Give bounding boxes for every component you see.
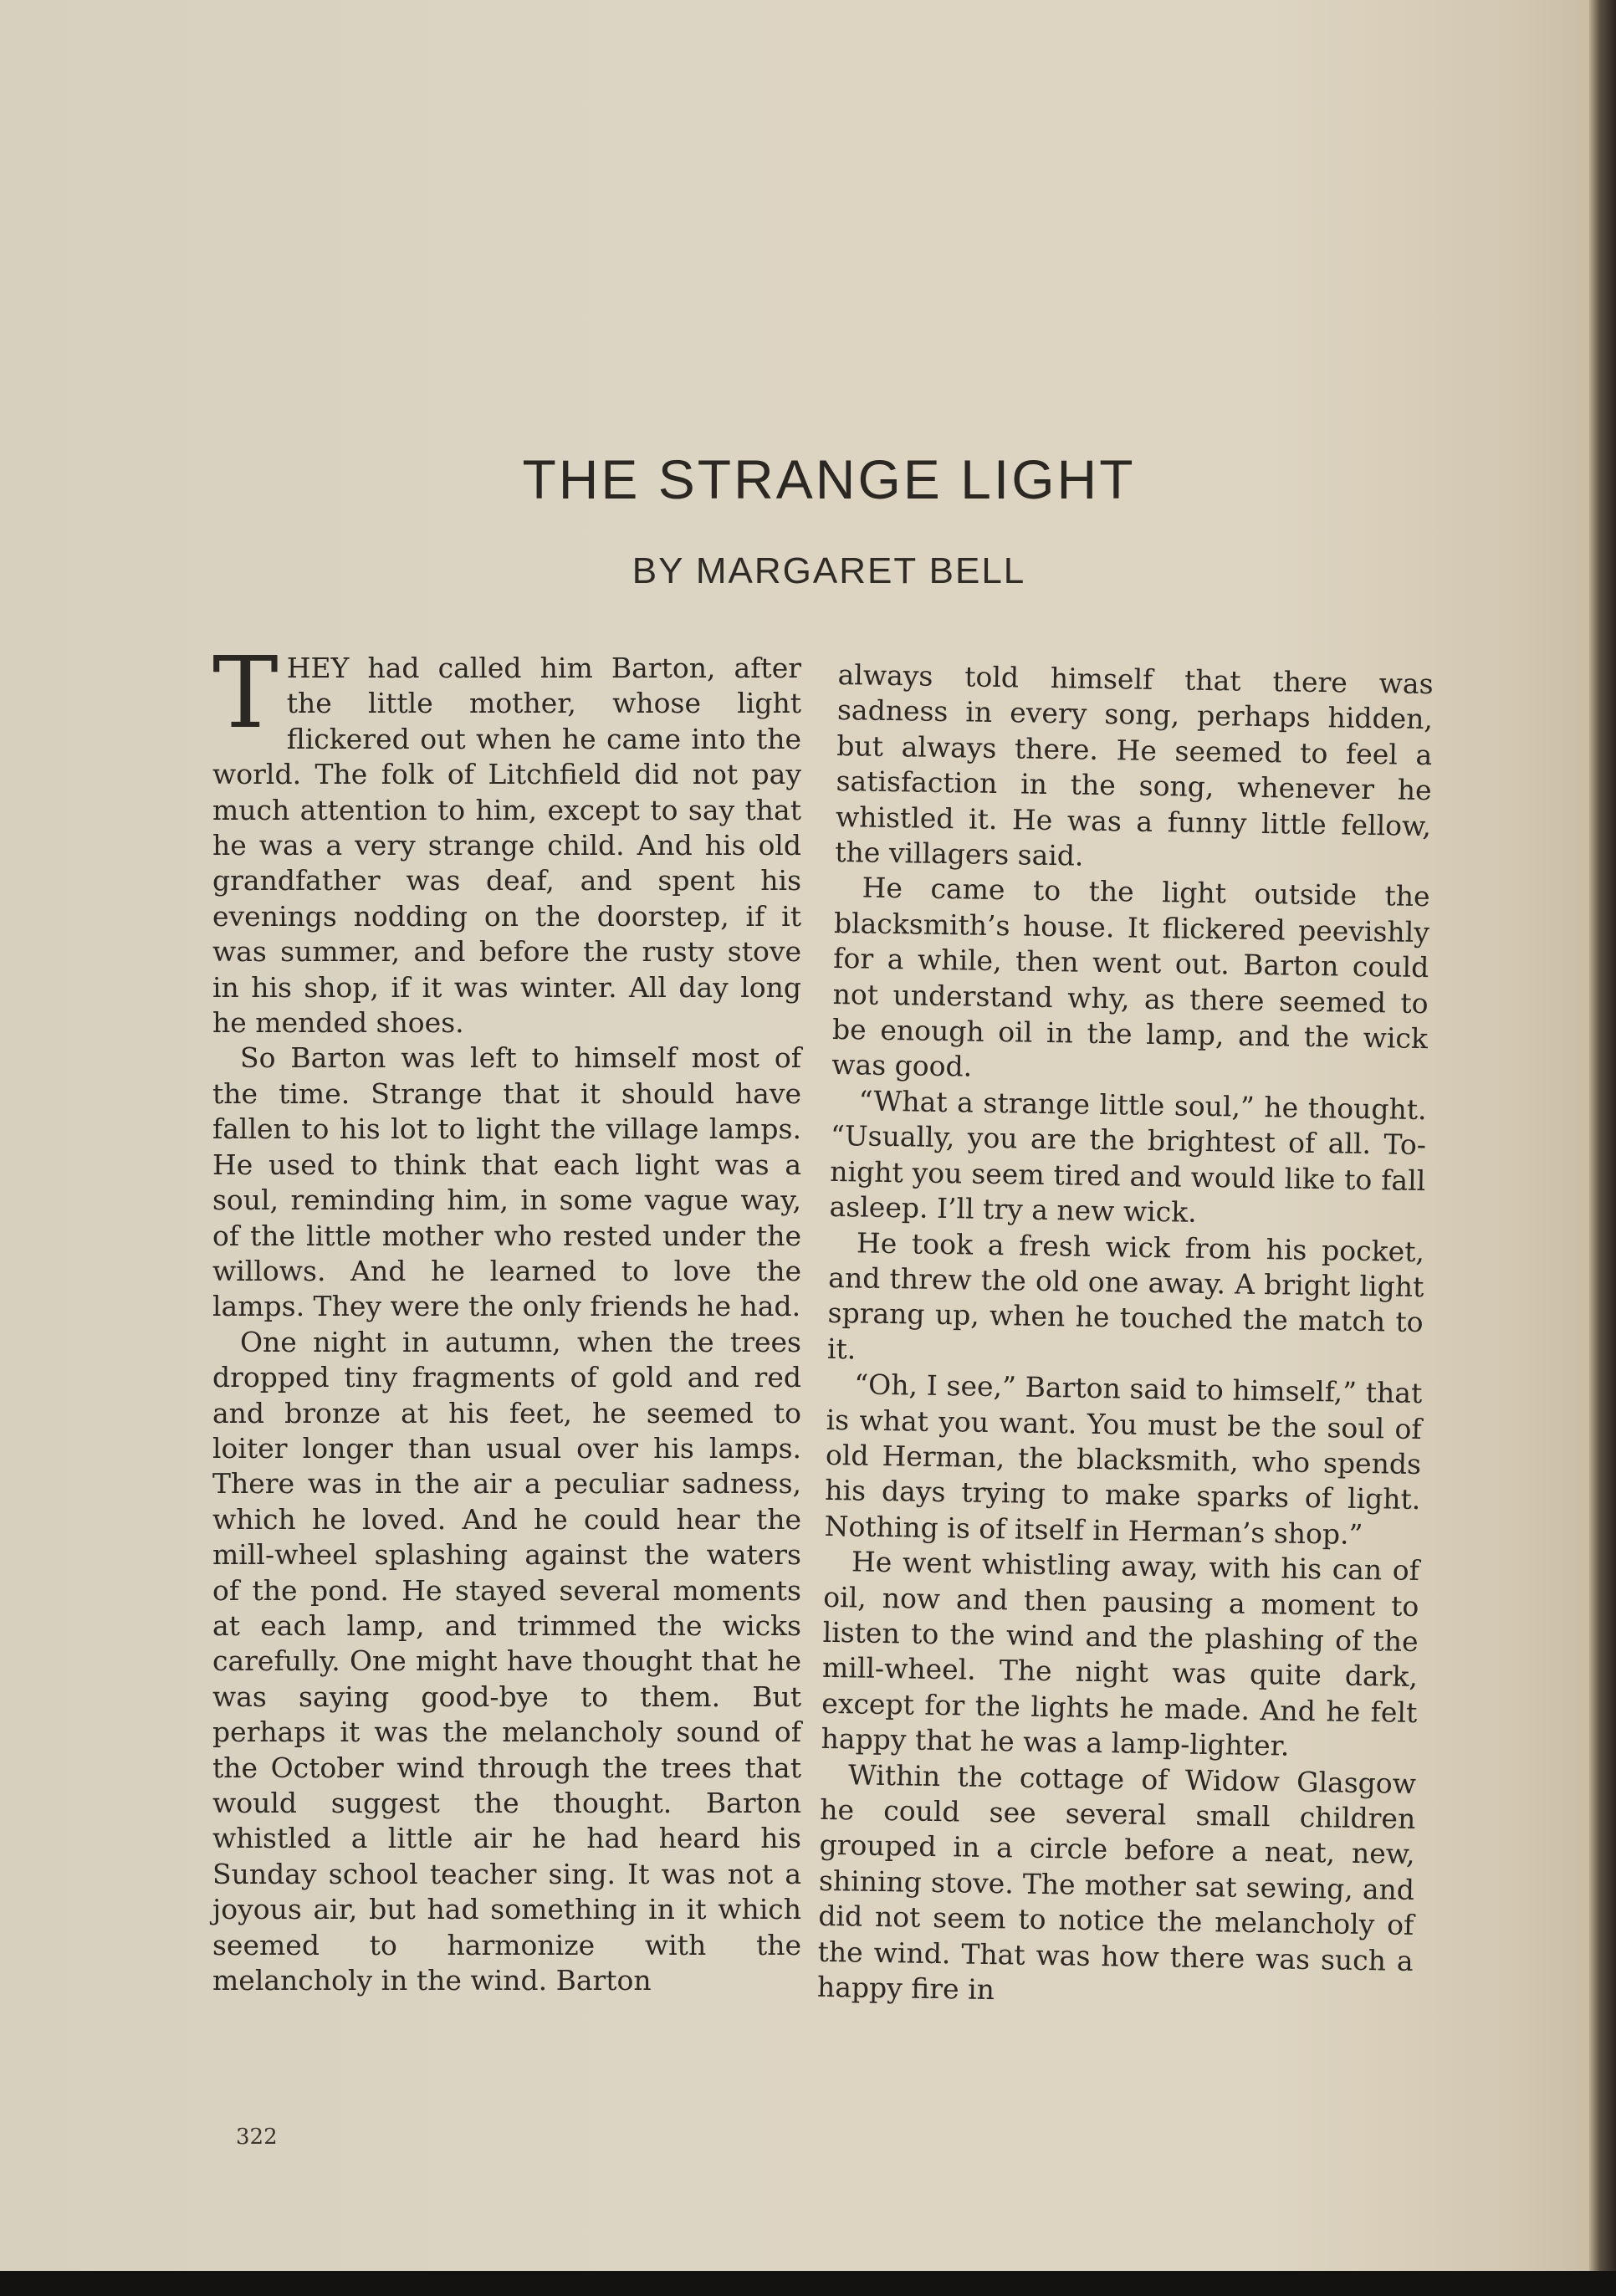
drop-cap: T (212, 635, 279, 750)
paragraph: “What a strange little soul,” he thought. “Usually, you are the brightest of all. To-night you seem tired and would like to fall asleep. I’ll try a new wick. (829, 1084, 1427, 1229)
paragraph: He went whistling away, with his can of oil, now and then pausing a moment to listen to the wind and the plashing of the mill-wheel. The night was quite dark, except for the lights he made. And he felt happy that he was a lamp-lighter. (821, 1545, 1420, 1762)
paragraph: He came to the light outside the blacksmith’s house. It flickered peevishly for a while, then went out. Barton could not understand why, as there seemed to be enough oil in the lamp, and the wick was good. (831, 871, 1430, 1084)
article-title: THE STRANGE LIGHT (522, 448, 1136, 510)
page-number: 322 (236, 2125, 278, 2150)
paragraph: He took a fresh wick from his pocket, and threw the old one away. A bright light sprang up, when he touched the match to it. (826, 1225, 1425, 1366)
text-column-right (817, 657, 1434, 2014)
text-column-left (212, 635, 801, 1998)
paragraph: “Oh, I see,” Barton said to himself,” that is what you want. You must be the soul of old Herman, the blacksmith, who spends his days trying to make sparks of light. Nothing is of itself in Herman’s shop.” (824, 1368, 1423, 1551)
paragraph: Within the cottage of Widow Glasgow he could see several small children grouped in a circle before a neat, new, shining stove. The mother sat sewing, and did not seem to notice the melancholy of the wind. That was how there was such a happy fire in (816, 1757, 1417, 2007)
article-byline: BY MARGARET BELL (632, 550, 1026, 591)
paragraph-text: HEY had called him Barton, after the little mother, whose light flickered out when he came into the world. The folk of Litchfield did not pay much attention to him, except to say that he was a very strange child. And his old grandfather was deaf, and spent his evenings nodding on the doorstep, if it was summer, and before the rusty stove in his shop, if it was winter. All day long he mended shoes. (212, 652, 801, 1040)
scan-page-edge (1589, 0, 1616, 2296)
paragraph (212, 635, 801, 1041)
scan-bottom-border (0, 2271, 1616, 2296)
paragraph: So Barton was left to himself most of the time. Strange that it should have fallen to his lot to light the village lamps. He used to think that each light was a soul, reminding him, in some vague way, of the little mother who rested under the willows. And he learned to love the lamps. They were the only friends he had. (212, 1041, 801, 1323)
paragraph: One night in autumn, when the trees dropped tiny fragments of gold and red and bronze at his feet, he seemed to loiter longer than usual over his lamps. There was in the air a peculiar sadness, which he loved. And he could hear the mill-wheel splashing against the waters of the pond. He stayed several moments at each lamp, and trimmed the wicks carefully. One might have thought that he was saying good-bye to them. But perhaps it was the melancholy sound of the October wind through the trees that would suggest the thought. Barton whistled a little air he had heard his Sunday school teacher sing. It was not a joyous air, but had something in it which seemed to harmonize with the melancholy in the wind. Barton (212, 1325, 801, 1997)
paragraph: always told himself that there was sadness in every song, perhaps hidden, but always there. He seemed to feel a satisfaction in the song, whenever he whistled it. He was a funny little fellow, the villagers said. (835, 657, 1434, 872)
